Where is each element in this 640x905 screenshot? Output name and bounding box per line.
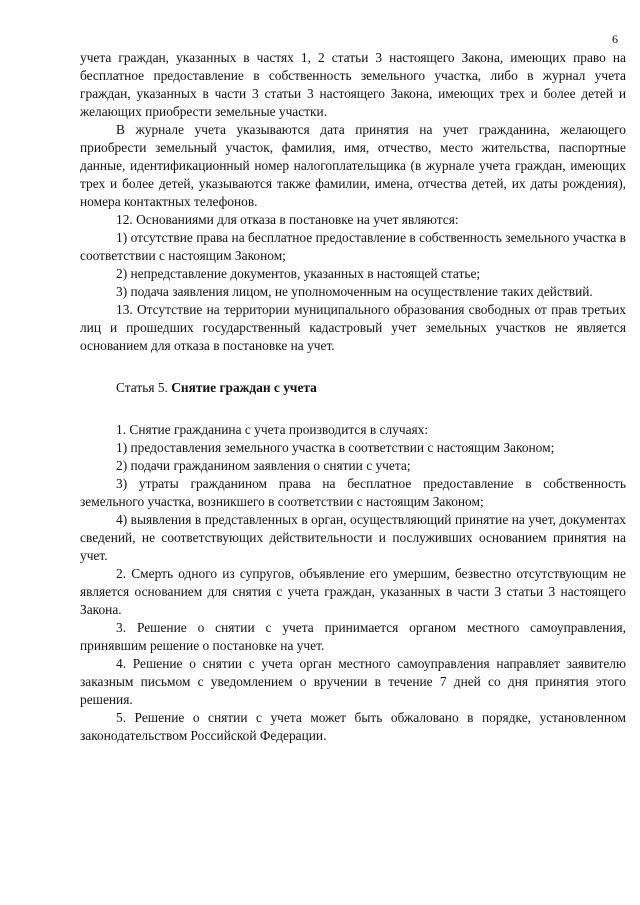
paragraph: 2) непредставление документов, указанных в настоящей статье; [116, 266, 481, 281]
paragraph: 1. Снятие гражданина с учета производится в случаях: [116, 422, 429, 437]
paragraph: 12. Основаниями для отказа в постановке на учет являются: [116, 212, 459, 227]
paragraph: 5. Решение о снятии с учета может быть обжаловано в порядке, установленном законодательством Российской Федерации. [80, 710, 626, 743]
paragraph: В журнале учета указываются дата принятия на учет гражданина, желающего приобрести земельный участок, фамилия, имя, отчество, место жительства, паспортные данные, идентификационный номер налогоплательщика (в журнале учета граждан, имеющих трех и более детей, указываются также фамилии, имена, отчества детей, их даты рождения), номера контактных телефонов. [80, 122, 626, 209]
paragraph: 13. Отсутствие на территории муниципального образования свободных от прав третьих лиц и прошедших государственный кадастровый учет земельных участков не является основанием для отказа в постановке на учет. [80, 302, 626, 353]
paragraph: 4. Решение о снятии с учета орган местного самоуправления направляет заявителю заказным письмом с уведомлением о вручении в течение 7 дней со дня принятия этого решения. [80, 656, 626, 707]
document-body [80, 49, 626, 745]
paragraph: 1) предоставления земельного участка в соответствии с настоящим Законом; [116, 440, 555, 455]
paragraph: 2. Смерть одного из супругов, объявление его умершим, безвестно отсутствующим не является основанием для снятия с учета граждан, указанных в части 3 статьи 3 настоящего Закона. [80, 566, 626, 617]
paragraph: 2) подачи гражданином заявления о снятии с учета; [116, 458, 411, 473]
paragraph: учета граждан, указанных в частях 1, 2 статьи 3 настоящего Закона, имеющих право на бесплатное предоставление в собственность земельного участка, либо в журнал учета граждан, указанных в части 3 статьи 3 настоящего Закона, имеющих трех и более детей и желающих приобрести земельные участки. [80, 50, 626, 119]
article-title: Снятие граждан с учета [171, 380, 317, 395]
paragraph: 4) выявления в представленных в орган, осуществляющий принятие на учет, документах сведений, не соответствующих действительности и послуживших основанием принятия на учет. [80, 512, 626, 563]
page-number: 6 [612, 32, 618, 46]
paragraph: 1) отсутствие права на бесплатное предоставление в собственность земельного участка в соответствии с настоящим Законом; [80, 230, 626, 263]
article-number: Статья 5. [116, 380, 172, 395]
paragraph: 3. Решение о снятии с учета принимается органом местного самоуправления, принявшим решение о постановке на учет. [80, 620, 626, 653]
article-heading [116, 379, 626, 397]
paragraph: 3) утраты гражданином права на бесплатное предоставление в собственность земельного участка, возникшего в соответствии с настоящим Законом; [80, 476, 626, 509]
paragraph: 3) подача заявления лицом, не уполномоченным на осуществление таких действий. [116, 284, 593, 299]
